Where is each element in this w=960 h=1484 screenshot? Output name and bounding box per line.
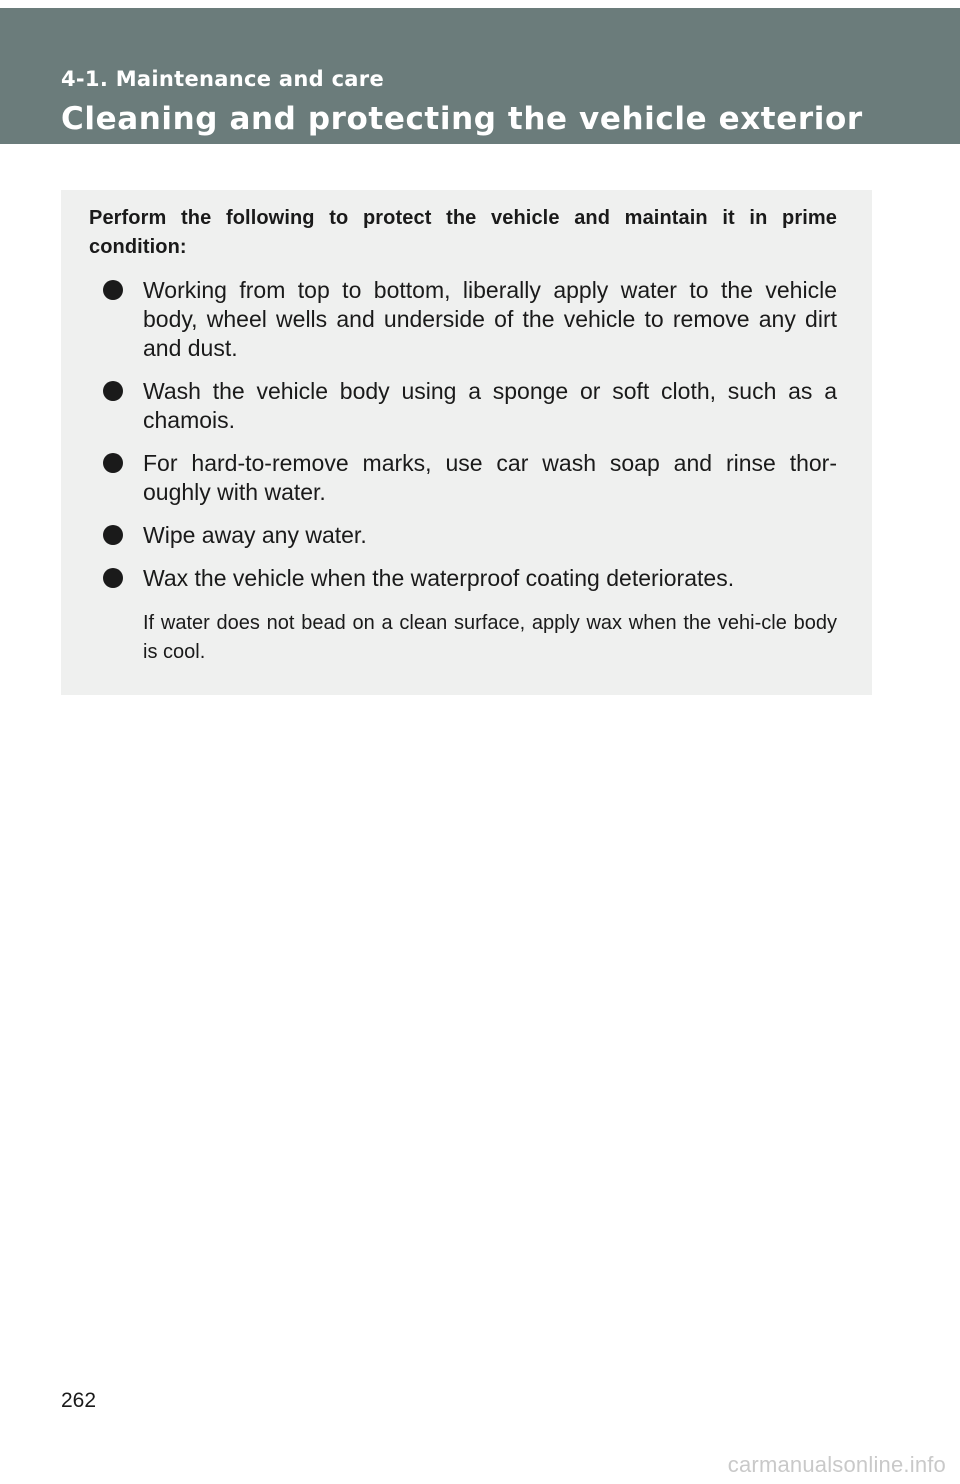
list-item-text: Working from top to bottom, liberally apply water to the vehicle body, wheel wells and underside of the vehicle to remove any dirt and dust. — [143, 277, 837, 361]
bullet-icon — [103, 280, 123, 300]
intro-text: Perform the following to protect the vehicle and maintain it in prime condition: — [89, 207, 837, 258]
bullet-icon — [103, 568, 123, 588]
bullet-list — [89, 276, 837, 593]
note-text: If water does not bead on a clean surface, apply wax when the vehi-cle body is cool. — [143, 612, 837, 663]
list-item — [89, 564, 837, 593]
section-label: 4-1. Maintenance and care — [61, 67, 384, 91]
list-item-text: Wax the vehicle when the waterproof coating deteriorates. — [143, 565, 735, 591]
bullet-icon — [103, 453, 123, 473]
bullet-icon — [103, 525, 123, 545]
page-title: Cleaning and protecting the vehicle exterior — [61, 101, 863, 137]
list-item — [89, 449, 837, 507]
list-item-text: Wipe away any water. — [143, 522, 367, 548]
page-header — [0, 8, 960, 144]
info-box — [61, 190, 872, 695]
list-item — [89, 521, 837, 550]
bullet-icon — [103, 381, 123, 401]
watermark: carmanualsonline.info — [727, 1452, 946, 1477]
list-item — [89, 276, 837, 363]
list-item-text: For hard-to-remove marks, use car wash soap and rinse thor-oughly with water. — [143, 450, 837, 505]
list-item-text: Wash the vehicle body using a sponge or soft cloth, such as a chamois. — [143, 378, 837, 433]
page-number: 262 — [61, 1389, 97, 1412]
list-item — [89, 377, 837, 435]
